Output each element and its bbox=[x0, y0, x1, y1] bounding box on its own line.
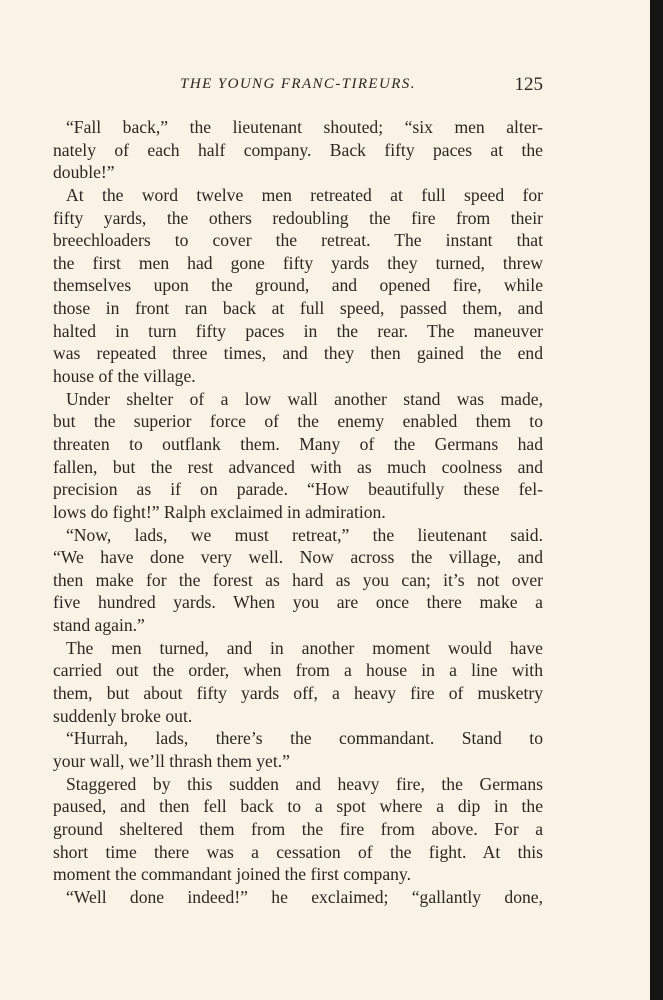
text-line: stand again.” bbox=[53, 615, 145, 636]
paragraph bbox=[53, 184, 543, 388]
paragraph bbox=[53, 388, 543, 524]
paragraph bbox=[53, 773, 543, 886]
text-line: precision as if on parade. “How beautifully these fel- bbox=[53, 479, 543, 500]
text-line: your wall, we’ll thrash them yet.” bbox=[53, 750, 290, 771]
text-line: the first men had gone fifty yards they turned, threw bbox=[53, 252, 543, 273]
paragraph bbox=[53, 886, 543, 909]
text-line: “Well done indeed!” he exclaimed; “gallantly done, bbox=[66, 886, 543, 907]
text-line: five hundred yards. When you are once there make a bbox=[53, 592, 543, 613]
paragraph bbox=[53, 524, 543, 637]
text-line: carried out the order, when from a house in a line with bbox=[53, 660, 543, 681]
text-line: but the superior force of the enemy enabled them to bbox=[53, 411, 543, 432]
text-line: nately of each half company. Back fifty paces at the bbox=[53, 139, 543, 160]
text-line: themselves upon the ground, and opened fire, while bbox=[53, 275, 543, 296]
text-line: “Fall back,” the lieutenant shouted; “six men alter- bbox=[66, 117, 543, 137]
text-line: those in front ran back at full speed, passed them, and bbox=[53, 298, 543, 319]
text-line: ground sheltered them from the fire from above. For a bbox=[53, 818, 543, 839]
text-line: was repeated three times, and they then gained the end bbox=[53, 343, 543, 364]
text-line: fallen, but the rest advanced with as much coolness and bbox=[53, 456, 543, 477]
text-line: “We have done very well. Now across the village, and bbox=[53, 547, 543, 568]
text-line: threaten to outflank them. Many of the Germans had bbox=[53, 433, 543, 454]
text-line: short time there was a cessation of the fight. At this bbox=[53, 841, 543, 862]
text-line: suddenly broke out. bbox=[53, 705, 193, 726]
running-title: THE YOUNG FRANC-TIREURS. bbox=[180, 76, 416, 92]
text-line: double!” bbox=[53, 162, 115, 183]
text-line: halted in turn fifty paces in the rear. The maneuver bbox=[53, 320, 543, 341]
text-line: moment the commandant joined the first company. bbox=[53, 864, 411, 885]
text-line: lows do fight!” Ralph exclaimed in admiration. bbox=[53, 501, 386, 522]
text-line: “Now, lads, we must retreat,” the lieutenant said. bbox=[66, 524, 543, 545]
text-line: The men turned, and in another moment would have bbox=[66, 637, 543, 658]
text-line: Staggered by this sudden and heavy fire, the Germans bbox=[66, 773, 543, 794]
running-header bbox=[53, 73, 543, 103]
text-line: At the word twelve men retreated at full speed for bbox=[66, 184, 543, 205]
text-line: Under shelter of a low wall another stand was made, bbox=[66, 388, 543, 409]
text-line: fifty yards, the others redoubling the fire from their bbox=[53, 207, 543, 228]
page-edge-shadow bbox=[650, 0, 663, 1000]
text-line: them, but about fifty yards off, a heavy fire of musketry bbox=[53, 683, 543, 704]
text-line: then make for the forest as hard as you can; it’s not over bbox=[53, 569, 543, 590]
page-number: 125 bbox=[514, 74, 543, 95]
paragraph bbox=[53, 727, 543, 772]
text-line: breechloaders to cover the retreat. The instant that bbox=[53, 230, 543, 251]
text-line: “Hurrah, lads, there’s the commandant. Stand to bbox=[66, 728, 543, 749]
paragraph bbox=[53, 116, 543, 184]
text-line: house of the village. bbox=[53, 366, 196, 387]
body-text bbox=[53, 116, 543, 908]
paragraph bbox=[53, 637, 543, 728]
text-line: paused, and then fell back to a spot where a dip in the bbox=[53, 796, 543, 817]
